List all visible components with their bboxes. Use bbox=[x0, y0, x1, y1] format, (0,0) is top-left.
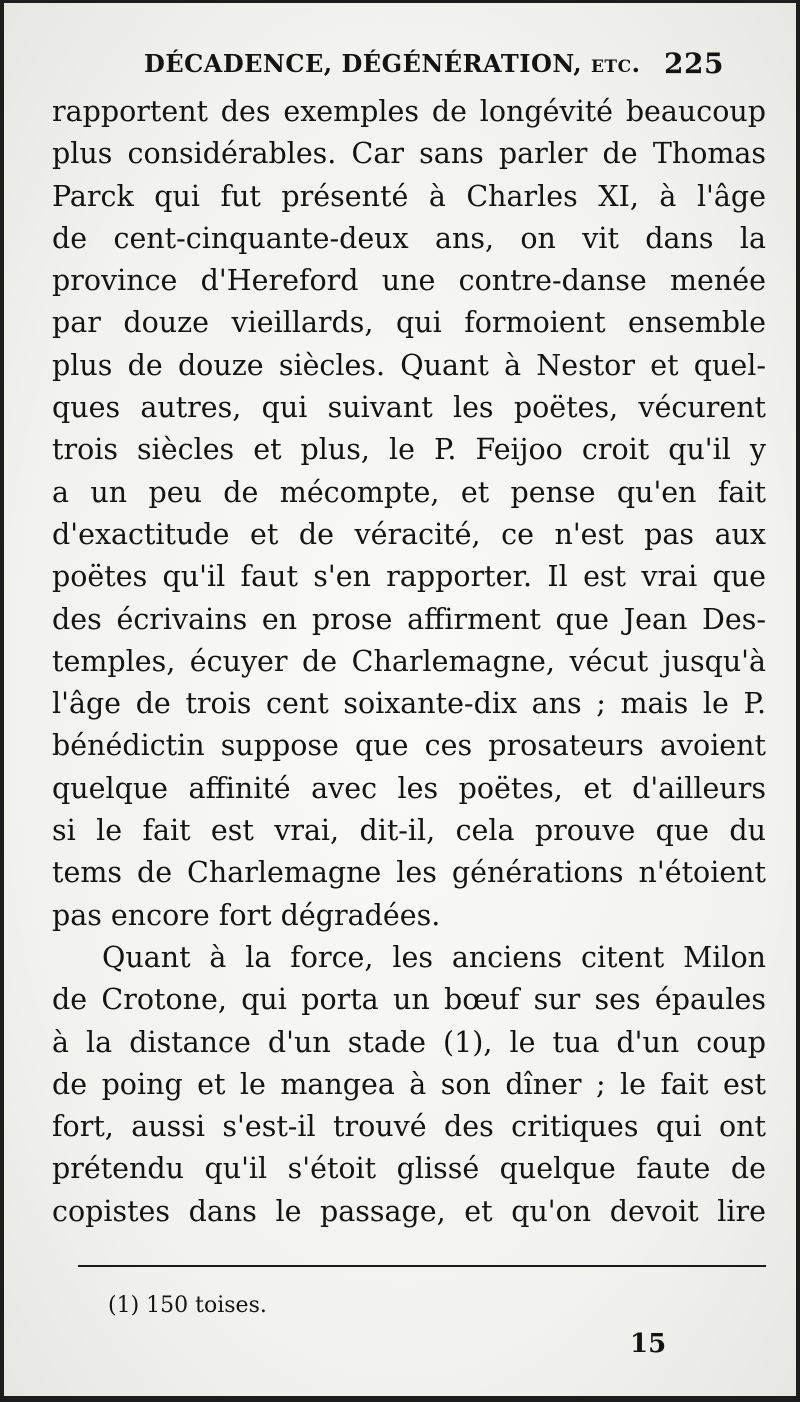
text-line: temples, écuyer de Charlemagne, vécut jusqu'à bbox=[52, 644, 766, 678]
text-line: province d'Hereford une contre-danse menée bbox=[52, 264, 766, 298]
text-line: de cent-cinquante-deux ans, on vit dans la bbox=[52, 221, 766, 255]
body-text bbox=[52, 91, 766, 1233]
footnote: (1) 150 toises. bbox=[108, 1293, 267, 1318]
text-line: Quant à la force, les anciens citent Milon bbox=[102, 940, 766, 974]
text-line: bénédictin suppose que ces prosateurs avoient bbox=[52, 729, 766, 763]
text-line: fort, aussi s'est-il trouvé des critiques qui ont bbox=[52, 1110, 766, 1144]
text-line: l'âge de trois cent soixante-dix ans ; mais le P. bbox=[52, 687, 766, 721]
text-line: de poing et le mangea à son dîner ; le fait est bbox=[52, 1067, 766, 1101]
running-title: DÉCADENCE, DÉGÉNÉRATION, etc. bbox=[144, 49, 641, 78]
signature-mark: 15 bbox=[630, 1329, 667, 1359]
text-line: tems de Charlemagne les générations n'étoient bbox=[52, 856, 766, 890]
text-line: à la distance d'un stade (1), le tua d'un coup bbox=[52, 1025, 766, 1059]
text-line: trois siècles et plus, le P. Feijoo croit qu'il y bbox=[52, 433, 766, 467]
text-line: plus considérables. Car sans parler de Thomas bbox=[52, 137, 766, 171]
text-line: rapportent des exemples de longévité beaucoup bbox=[52, 95, 766, 128]
text-line: pas encore fort dégradées. bbox=[52, 898, 441, 932]
text-line: ques autres, qui suivant les poëtes, vécurent bbox=[52, 391, 766, 425]
text-line: de Crotone, qui porta un bœuf sur ses épaules bbox=[52, 983, 766, 1017]
text-line: des écrivains en prose affirment que Jean Des- bbox=[52, 602, 766, 636]
text-line: par douze vieillards, qui formoient ensemble bbox=[52, 306, 766, 340]
text-line: prétendu qu'il s'étoit glissé quelque faute de bbox=[52, 1152, 766, 1186]
text-line: Parck qui fut présenté à Charles XI, à l'âge bbox=[52, 179, 766, 213]
text-line: quelque affinité avec les poëtes, et d'ailleurs bbox=[52, 771, 766, 805]
text-line: copistes dans le passage, et qu'on devoit lire bbox=[52, 1194, 766, 1228]
running-head bbox=[144, 39, 734, 89]
text-line: si le fait est vrai, dit-il, cela prouve que du bbox=[52, 814, 766, 848]
text-line: d'exactitude et de véracité, ce n'est pas aux bbox=[52, 517, 766, 551]
text-line: a un peu de mécompte, et pense qu'en fait bbox=[52, 475, 766, 509]
footnote-rule bbox=[78, 1265, 766, 1267]
text-line: poëtes qu'il faut s'en rapporter. Il est vrai que bbox=[52, 560, 766, 594]
text-line: plus de douze siècles. Quant à Nestor et quel- bbox=[52, 348, 766, 382]
book-page bbox=[4, 3, 796, 1396]
page-number: 225 bbox=[664, 47, 724, 80]
